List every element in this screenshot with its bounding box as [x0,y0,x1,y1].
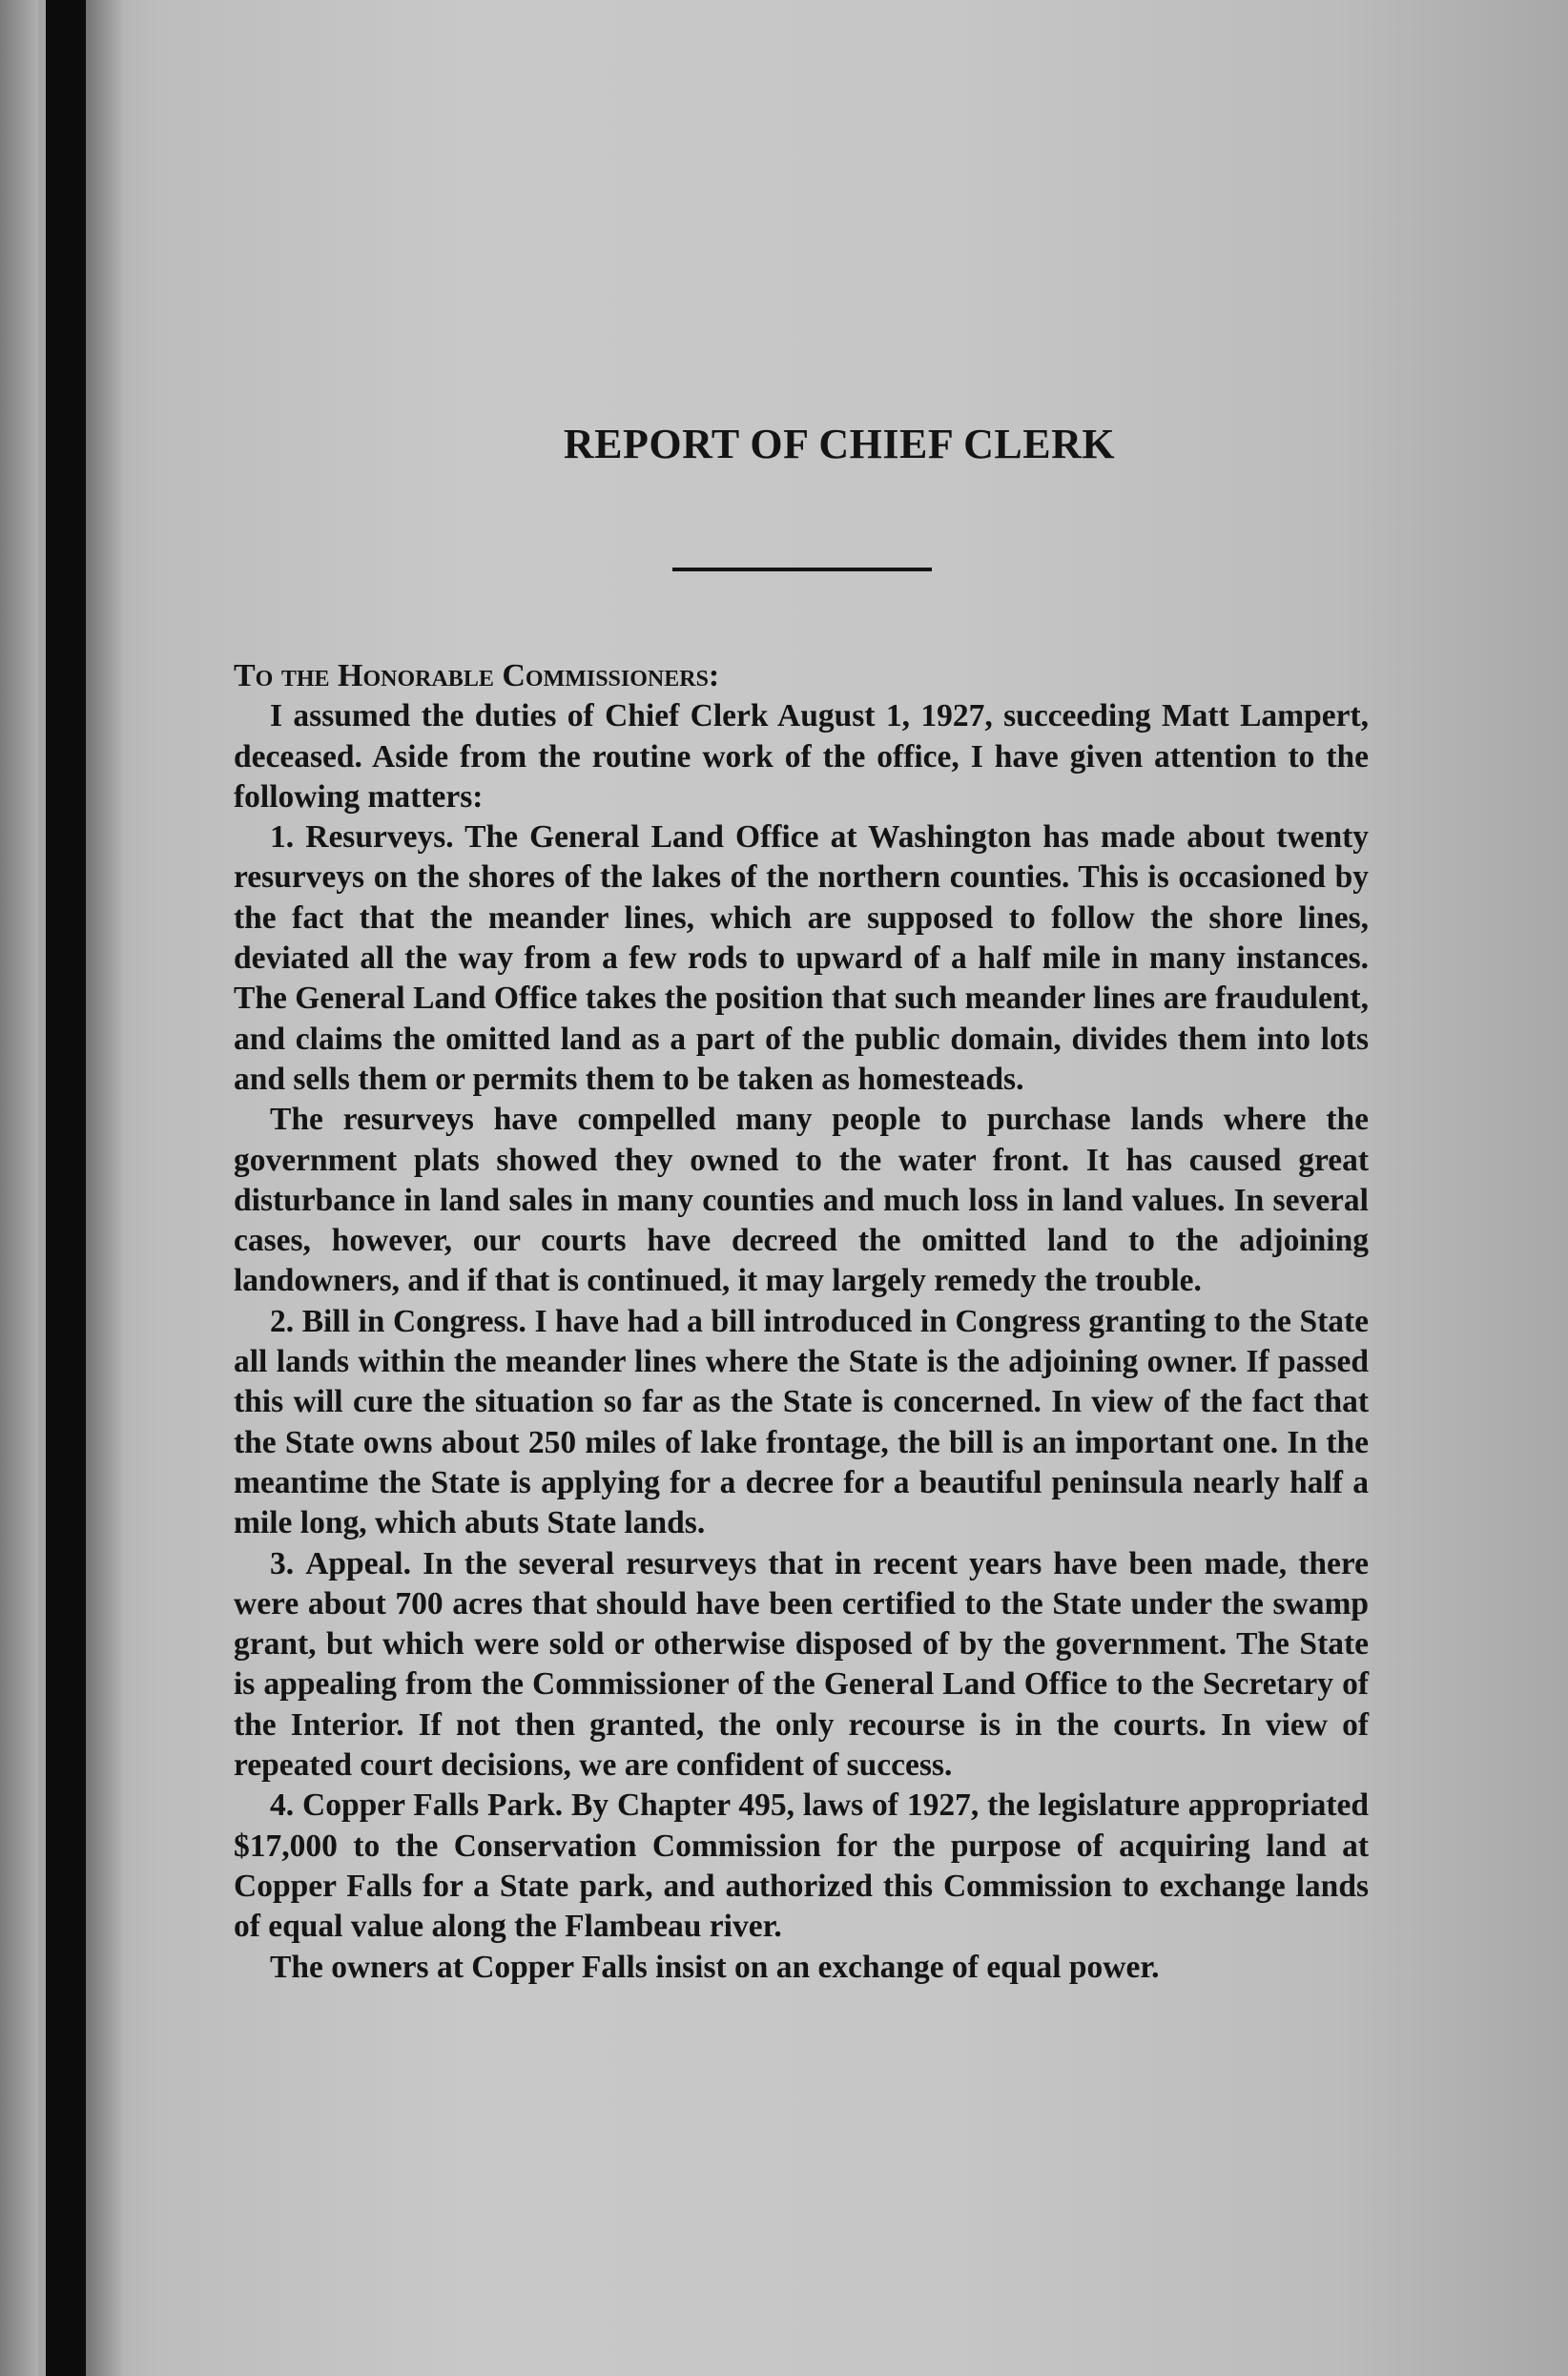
title-rule [672,568,932,571]
paragraph [234,1100,1369,1301]
paragraph-heading: Bill in Congress. [301,1303,526,1339]
paragraph-text: The resurveys have compelled many people to purchase lands where the government plats showed they owned to the water front. It has caused great disturbance in land sales in many counties and much loss in land values. In several cases, however, our courts have decreed the omitted land to the adjoining landowners, and if that is continued, it may largely remedy the trouble. [234,1102,1369,1299]
paragraph [234,1544,1369,1787]
paragraph-number: 4. [270,1787,295,1824]
page-edge [0,0,38,2376]
paragraph [234,1302,1369,1544]
page-title: REPORT OF CHIEF CLERK [563,421,1116,467]
book-spine [46,0,86,2376]
paragraph-number: 2. [270,1303,295,1339]
report-body [234,656,1369,1988]
paragraph-text: By Chapter 495, laws of 1927, the legislature appropriated $17,000 to the Conservation Commission for the purpose of acquiring land at Copper Falls for a State park, and authorized this Commission to exchange lands of equal value along the Flambeau river. [234,1787,1370,1945]
paragraph [234,696,1369,817]
paragraph-heading: Resurveys. [305,819,454,856]
paragraph-text: The General Land Office at Washington has made about twenty resurveys on the shores of the lakes of the northern counties. This is occasioned by the fact that the meander lines, which are supposed to follow the shore lines, deviated all the way from a few rods to upward of a half mile in many instances. The General Land Office takes the position that such meander lines are fraudulent, and claims the omitted land as a part of the public domain, divides them into lots and sells them or permits them to be taken as homesteads. [234,819,1370,1097]
paragraph-text: I have had a bill introduced in Congress granting to the State all lands within the meander lines where the State is the adjoining owner. If passed this will cure the situation so far as the State is concerned. In view of the fact that the State owns about 250 miles of lake frontage, the bill is an important one. In the meantime the State is applying for a decree for a beautiful peninsula nearly half a mile long, which abuts State lands. [234,1303,1370,1541]
paragraph-number: 3. [270,1545,295,1581]
salutation: To the Honorable Commissioners: [234,658,720,693]
paragraph-heading: Appeal. [305,1545,411,1581]
paragraph-number: 1. [270,819,295,856]
spine-shadow [86,0,124,2376]
paragraph [234,817,1369,1100]
paragraph-heading: Copper Falls Park. [302,1787,564,1824]
paragraph [234,1786,1369,1947]
paragraph-text: I assumed the duties of Chief Clerk August 1, 1927, succeeding Matt Lampert, deceased. Aside from the routine work of the office, I have given attention to the following matters: [234,698,1369,815]
paragraph-text: In the several resurveys that in recent years have been made, there were about 700 acres that should have been certified to the State under the swamp grant, but which were sold or otherwise disposed of by the government. The State is appealing from the Commissioner of the General Land Office to the Secretary of the Interior. If not then granted, the only recourse is in the courts. In view of repeated court decisions, we are confident of success. [234,1545,1370,1784]
paragraph-text: The owners at Copper Falls insist on an exchange of equal power. [270,1949,1160,1985]
paragraph [234,1948,1369,1988]
